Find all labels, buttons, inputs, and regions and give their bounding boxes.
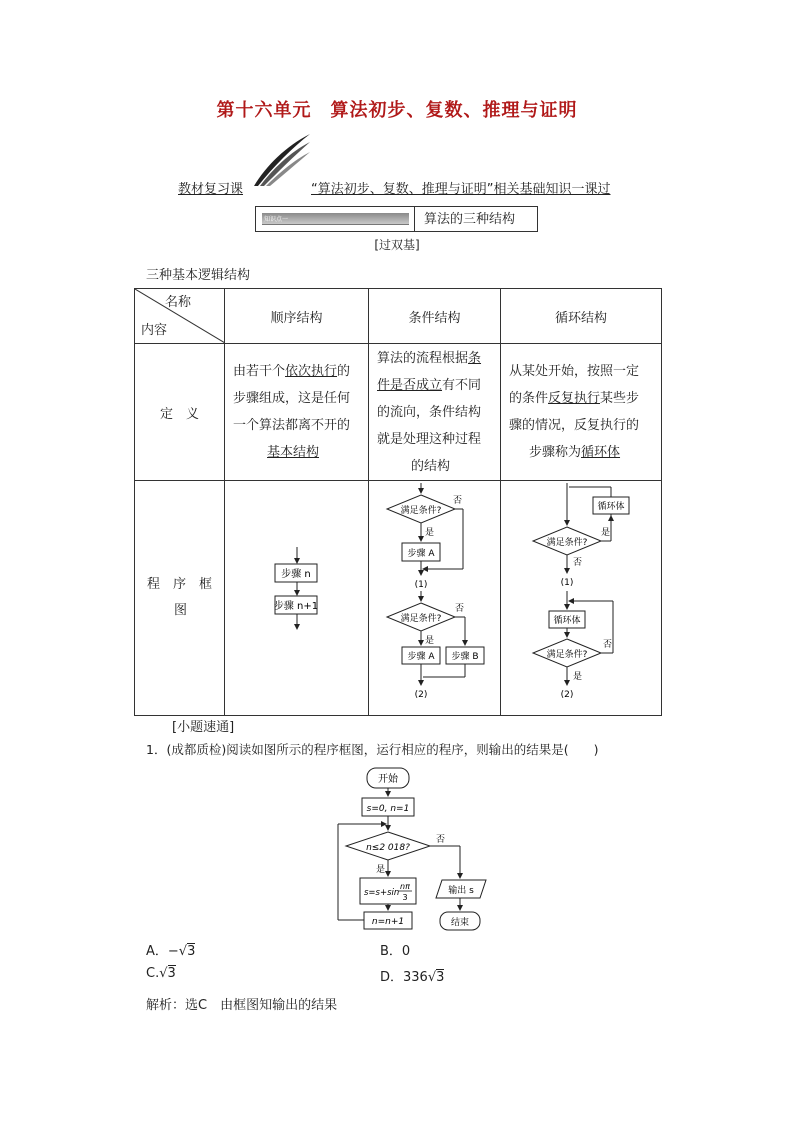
- loop-body2-text: 循环体: [553, 616, 581, 626]
- option-d-label: D．336: [380, 970, 428, 985]
- decorative-slash-icon: [252, 132, 312, 188]
- def-seq-line: 一个算法都离不开的: [233, 418, 351, 433]
- end-text: 结束: [450, 918, 470, 928]
- step-a1-text: 步骤 A: [407, 549, 435, 559]
- sequence-flowchart: [225, 481, 369, 711]
- def-loop-text: 步骤称为: [529, 445, 582, 460]
- knowledge-tag-text: 知识点一: [264, 216, 289, 223]
- loop-cond2-no: 否: [603, 640, 613, 650]
- def-loop: [501, 344, 662, 481]
- loop-cond1-text: 满足条件?: [546, 538, 588, 548]
- frac-den: 3: [402, 893, 408, 902]
- table-header-row: [135, 289, 662, 344]
- step-b-text: 步骤 B: [451, 652, 479, 662]
- cond-label-1: (1): [414, 580, 428, 590]
- lesson-subtitle: “算法初步、复数、推理与证明”相关基础知识一课过: [311, 182, 611, 197]
- review-course-label: 教材复习课: [178, 182, 244, 197]
- start-text: 开始: [378, 774, 398, 785]
- diagram-condition: [369, 481, 501, 716]
- option-d-radicand: 3: [436, 970, 445, 985]
- def-loop-keyword: 循环体: [581, 445, 621, 460]
- def-cond-text: 有不同: [442, 377, 482, 393]
- option-a-radicand: 3: [187, 944, 196, 959]
- corner-cell: [135, 289, 225, 344]
- update-s-text: s=s+sin: [364, 888, 400, 898]
- def-seq-keyword: 基本结构: [267, 445, 320, 460]
- loop-cond2-yes: 是: [573, 672, 583, 682]
- option-c-label: C.: [146, 966, 160, 981]
- corner-top-label: 名称: [165, 295, 192, 310]
- def-cond-keyword: 条: [468, 350, 482, 366]
- loop-label-2: (2): [560, 690, 574, 700]
- condition-flowchart: [369, 481, 501, 711]
- def-condition: [369, 344, 501, 481]
- diagram-sequence: [225, 481, 369, 716]
- cond-label-2: (2): [414, 690, 428, 700]
- loop-cond1-no: 否: [573, 558, 583, 568]
- option-b-label: B．0: [380, 944, 411, 959]
- page-title: 第十六单元 算法初步、复数、推理与证明: [216, 100, 578, 121]
- question-1-text: 1．(成都质检)阅读如图所示的程序框图，运行相应的程序，则输出的结果是( ): [146, 742, 599, 757]
- option-a[interactable]: [146, 940, 195, 959]
- diagram-row: [135, 481, 662, 716]
- pass-basics-label: [过双基]: [374, 238, 420, 252]
- option-a-label: A．−: [146, 944, 179, 959]
- cond1-yes: 是: [425, 528, 435, 538]
- def-cond-line: 的流向，条件结构: [377, 404, 482, 420]
- step-n1-text: 步骤 n+1: [273, 601, 319, 612]
- def-cond-text: 算法的流程根据: [377, 350, 469, 366]
- cond1-text: 满足条件?: [400, 506, 442, 516]
- loop-cond2-text: 满足条件?: [546, 650, 588, 660]
- loop-flowchart: [501, 481, 662, 711]
- sqrt-icon: √: [427, 970, 437, 985]
- knowledge-tag: [262, 213, 409, 225]
- cond2-text: 满足条件?: [400, 614, 442, 624]
- corner-bottom-label: 内容: [141, 323, 168, 338]
- def-seq-text: 由若干个: [233, 364, 286, 379]
- cond2-no: 否: [455, 604, 465, 614]
- col-header-condition: 条件结构: [369, 289, 501, 344]
- option-b[interactable]: [380, 940, 410, 959]
- analysis-text: 解析：选C 由框图知输出的结果: [146, 998, 338, 1013]
- loop-body1-text: 循环体: [597, 502, 625, 512]
- init-text: s=0, n=1: [366, 804, 410, 814]
- knowledge-divider: [414, 206, 415, 232]
- def-seq-keyword: 依次执行: [285, 364, 338, 379]
- knowledge-title: 算法的三种结构: [424, 212, 516, 227]
- structures-table: [134, 288, 662, 716]
- row-label-definition: 定 义: [135, 344, 225, 481]
- sqrt-icon: √: [178, 944, 188, 959]
- cond1-no: 否: [453, 496, 463, 506]
- loop-cond1-yes: 是: [601, 528, 611, 538]
- def-loop-line: 从某处开始，按照一定: [509, 364, 640, 379]
- def-seq-line: 步骤组成，这是任何: [233, 391, 351, 406]
- question-1-flowchart: [330, 764, 500, 934]
- option-c[interactable]: [146, 966, 176, 981]
- step-a2-text: 步骤 A: [407, 652, 435, 662]
- q1-cond-text: n≤2 018?: [366, 843, 410, 853]
- def-cond-keyword: 件是否成立: [377, 377, 443, 393]
- row-label-diagram: [135, 481, 225, 716]
- cond2-yes: 是: [425, 636, 435, 646]
- q1-no: 否: [436, 835, 446, 845]
- def-seq-text: 的: [337, 364, 351, 379]
- def-loop-keyword: 反复执行: [548, 391, 601, 406]
- row-label-diagram-line2: 图: [173, 603, 187, 618]
- def-loop-text: 某些步: [600, 391, 640, 406]
- def-cond-line: 的结构: [411, 458, 451, 474]
- frac-num: nπ: [400, 882, 410, 891]
- col-header-sequence: 顺序结构: [225, 289, 369, 344]
- option-c-radicand: 3: [167, 966, 176, 981]
- row-label-diagram-line1: 程 序 框: [146, 577, 212, 592]
- step-n-text: 步骤 n: [281, 569, 311, 580]
- diagram-loop: [501, 481, 662, 716]
- section-title: 三种基本逻辑结构: [146, 268, 251, 283]
- practice-label: [小题速通]: [172, 720, 235, 735]
- update-n-text: n=n+1: [371, 917, 405, 927]
- sqrt-icon: √: [159, 966, 168, 981]
- def-sequence: [225, 344, 369, 481]
- q1-yes: 是: [376, 865, 386, 875]
- def-loop-text: 的条件: [509, 391, 549, 406]
- loop-label-1: (1): [560, 578, 574, 588]
- option-d[interactable]: [380, 966, 444, 985]
- output-text: 输出 s: [448, 886, 474, 896]
- definition-row: [135, 344, 662, 481]
- def-loop-line: 骤的情况，反复执行的: [509, 418, 640, 433]
- def-cond-line: 就是处理这种过程: [377, 431, 482, 447]
- col-header-loop: 循环结构: [501, 289, 662, 344]
